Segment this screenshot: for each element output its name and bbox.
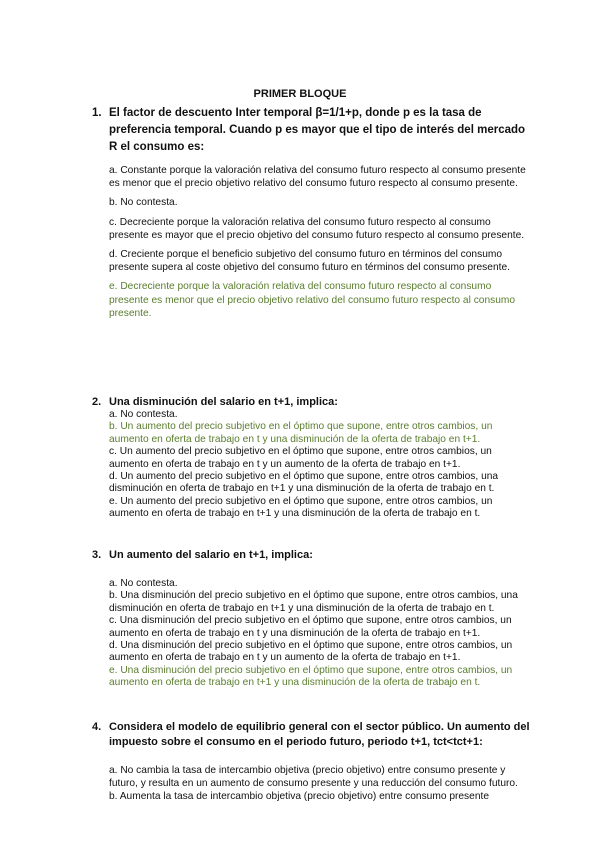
option-c: c. Una disminución del precio subjetivo en el óptimo que supone, entre otros cambios, un aumento en oferta de trabajo en t y una disminución de la oferta de trabajo en t+1.	[109, 615, 512, 639]
option-b-correct: b. Un aumento del precio subjetivo en el óptimo que supone, entre otros cambios, un aumento en oferta de trabajo en t y una disminución de la oferta de trabajo en t+1.	[109, 421, 493, 445]
question-2	[92, 395, 532, 521]
question-number: 1.	[92, 107, 102, 119]
question-text: Una disminución del salario en t+1, implica:	[109, 396, 338, 408]
question-4	[92, 720, 532, 804]
question-text: El factor de descuento Inter temporal β=1/1+p, donde p es la tasa de preferencia temporal. Cuando p es mayor que el tipo de interés del mercado R el consumo es:	[109, 107, 526, 153]
option-b: b. Aumenta la tasa de intercambio objetiva (precio objetivo) entre consumo presente	[109, 791, 489, 803]
question-3	[92, 548, 532, 690]
option-c: c. Decreciente porque la valoración relativa del consumo futuro respecto al consumo presente es mayor que el precio objetivo del consumo futuro respecto al consumo presente.	[109, 216, 525, 241]
section-title: PRIMER BLOQUE	[253, 88, 347, 100]
question-header	[92, 548, 532, 562]
option-b: b. No contesta.	[109, 197, 178, 209]
question-1	[92, 105, 532, 324]
option-e-correct: e. Decreciente porque la valoración relativa del consumo futuro respecto al consumo presente es menor que el precio objetivo relativo del consumo futuro respecto al consumo presente.	[109, 281, 516, 319]
question-number: 3.	[92, 549, 102, 561]
option-a: a. No contesta.	[109, 409, 178, 420]
option-b: b. Una disminución del precio subjetivo en el óptimo que supone, entre otros cambios, una disminución en oferta de trabajo en t+1 y una disminución de la oferta de trabajo en t.	[109, 590, 518, 614]
question-header	[92, 105, 532, 156]
question-header	[92, 720, 532, 750]
option-c: c. Un aumento del precio subjetivo en el óptimo que supone, entre otros cambios, un aumento en oferta de trabajo en t y un aumento de la oferta de trabajo en t+1.	[109, 446, 492, 470]
question-text: Considera el modelo de equilibrio general con el sector público. Un aumento del impuesto sobre el consumo en el periodo futuro, periodo t+1, tct<tct+1:	[109, 721, 530, 748]
option-a: a. No contesta.	[109, 578, 178, 589]
option-a: a. Constante porque la valoración relativa del consumo futuro respecto al consumo presente es menor que el precio objetivo relativo del consumo futuro respecto al consumo presente.	[109, 165, 526, 190]
option-e: e. Un aumento del precio subjetivo en el óptimo que supone, entre otros cambios, un aumento en oferta de trabajo en t+1 y una disminución de la oferta de trabajo en t.	[109, 495, 493, 520]
option-a: a. No cambia la tasa de intercambio objetiva (precio objetivo) entre consumo presente y futuro, y resulta en un aumento de consumo presente y una reducción del consumo futuro.	[109, 765, 518, 790]
question-number: 4.	[92, 721, 102, 733]
option-d: d. Un aumento del precio subjetivo en el óptimo que supone, entre otros cambios, una disminución en oferta de trabajo en t+1 y una disminución de la oferta de trabajo en t.	[109, 471, 499, 495]
option-d: d. Creciente porque el beneficio subjetivo del consumo futuro en términos del consumo presente supera al coste objetivo del consumo futuro en términos del consumo presente.	[109, 249, 510, 274]
question-header	[92, 395, 532, 409]
option-d: d. Una disminución del precio subjetivo en el óptimo que supone, entre otros cambios, un aumento en oferta de trabajo en t y un aumento de la oferta de trabajo en t+1.	[109, 640, 513, 664]
option-e-correct: e. Una disminución del precio subjetivo en el óptimo que supone, entre otros cambios, un aumento en oferta de trabajo en t+1 y una disminución de la oferta de trabajo en t.	[109, 664, 513, 689]
question-text: Un aumento del salario en t+1, implica:	[109, 549, 313, 561]
question-number: 2.	[92, 396, 102, 408]
